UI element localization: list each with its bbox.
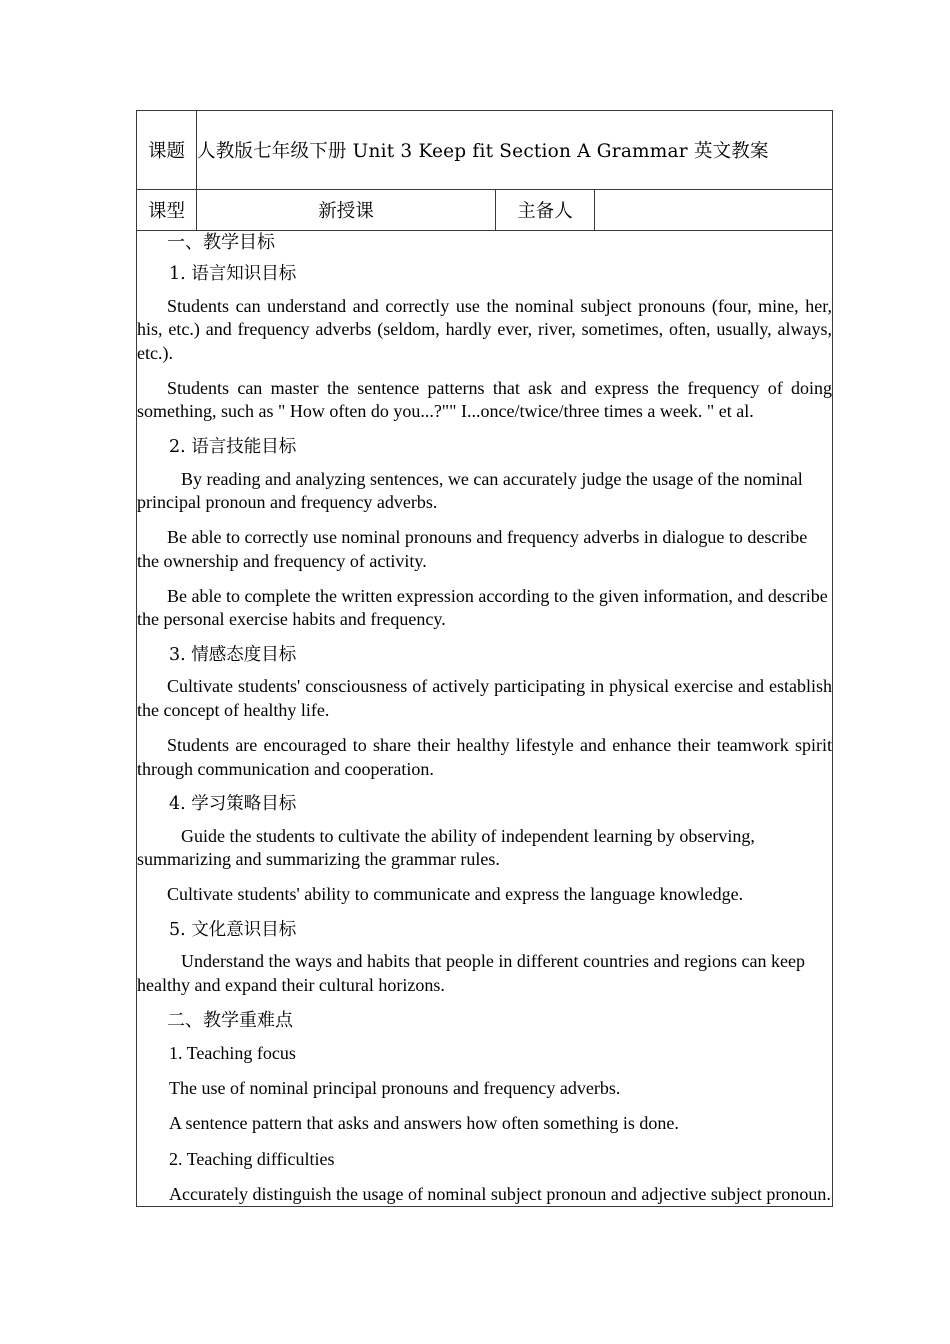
- heading-teaching-difficulties: 2. Teaching difficulties: [169, 1148, 335, 1169]
- paragraph-skills-1: By reading and analyzing sentences, we can accurately judge the usage of the nominal principal pronoun and frequency adverbs.: [137, 468, 803, 512]
- paragraph-culture-1: Understand the ways and habits that people in different countries and regions can keep healthy and expand their cultural horizons.: [137, 951, 805, 995]
- paragraph-knowledge-1: Students can understand and correctly use the nominal subject pronouns (four, mine, her, his, etc.) and frequency adverbs (seldom, hardly ever, river, sometimes, often, usually, always, etc.).: [137, 295, 833, 363]
- section-heading-teaching-objectives: 一、教学目标: [167, 232, 275, 253]
- subsection-heading-learning-strategy: 4. 学习策略目标: [169, 794, 297, 815]
- preparer-label: 主备人: [496, 190, 595, 231]
- paragraph-attitude-2: Students are encouraged to share their healthy lifestyle and enhance their teamwork spirit through communication and cooperation.: [137, 735, 833, 779]
- subsection-heading-language-knowledge: 1. 语言知识目标: [169, 264, 297, 285]
- topic-value: 人教版七年级下册 Unit 3 Keep fit Section A Grammar 英文教案: [197, 111, 833, 190]
- type-label: 课型: [137, 190, 197, 231]
- paragraph-strategy-2: Cultivate students' ability to communicate and express the language knowledge.: [167, 884, 744, 905]
- table-row-topic: [137, 111, 833, 190]
- subsection-heading-cultural-awareness: 5. 文化意识目标: [169, 919, 297, 940]
- paragraph-skills-2: Be able to correctly use nominal pronouns and frequency adverbs in dialogue to describe the ownership and frequency of activity.: [137, 527, 808, 571]
- type-value: 新授课: [197, 190, 496, 231]
- preparer-value: [595, 190, 833, 231]
- table-row-type: [137, 190, 833, 231]
- table-row-body: [137, 231, 833, 1207]
- paragraph-difficulties-1: Accurately distinguish the usage of nominal subject pronoun and adjective subject pronoun.: [169, 1184, 831, 1205]
- paragraph-attitude-1: Cultivate students' consciousness of actively participating in physical exercise and establish the concept of healthy life.: [137, 676, 833, 720]
- paragraph-focus-2: A sentence pattern that asks and answers how often something is done.: [169, 1113, 679, 1134]
- section-heading-key-difficult-points: 二、教学重难点: [167, 1010, 293, 1032]
- paragraph-focus-1: The use of nominal principal pronouns and frequency adverbs.: [169, 1077, 621, 1098]
- lesson-body: [137, 231, 833, 1207]
- topic-label: 课题: [137, 111, 197, 190]
- heading-teaching-focus: 1. Teaching focus: [169, 1042, 296, 1063]
- paragraph-strategy-1: Guide the students to cultivate the ability of independent learning by observing, summarizing and summarizing the grammar rules.: [137, 825, 755, 870]
- paragraph-knowledge-2: Students can master the sentence patterns that ask and express the frequency of doing something, such as " How often do you...?"" I...once/twice/three times a week. " et al.: [137, 378, 833, 422]
- paragraph-skills-3: Be able to complete the written expression according to the given information, and describe the personal exercise habits and frequency.: [137, 586, 828, 630]
- subsection-heading-emotional-attitude: 3. 情感态度目标: [169, 644, 297, 665]
- subsection-heading-language-skills: 2. 语言技能目标: [169, 436, 297, 457]
- lesson-plan-table: [136, 110, 833, 1207]
